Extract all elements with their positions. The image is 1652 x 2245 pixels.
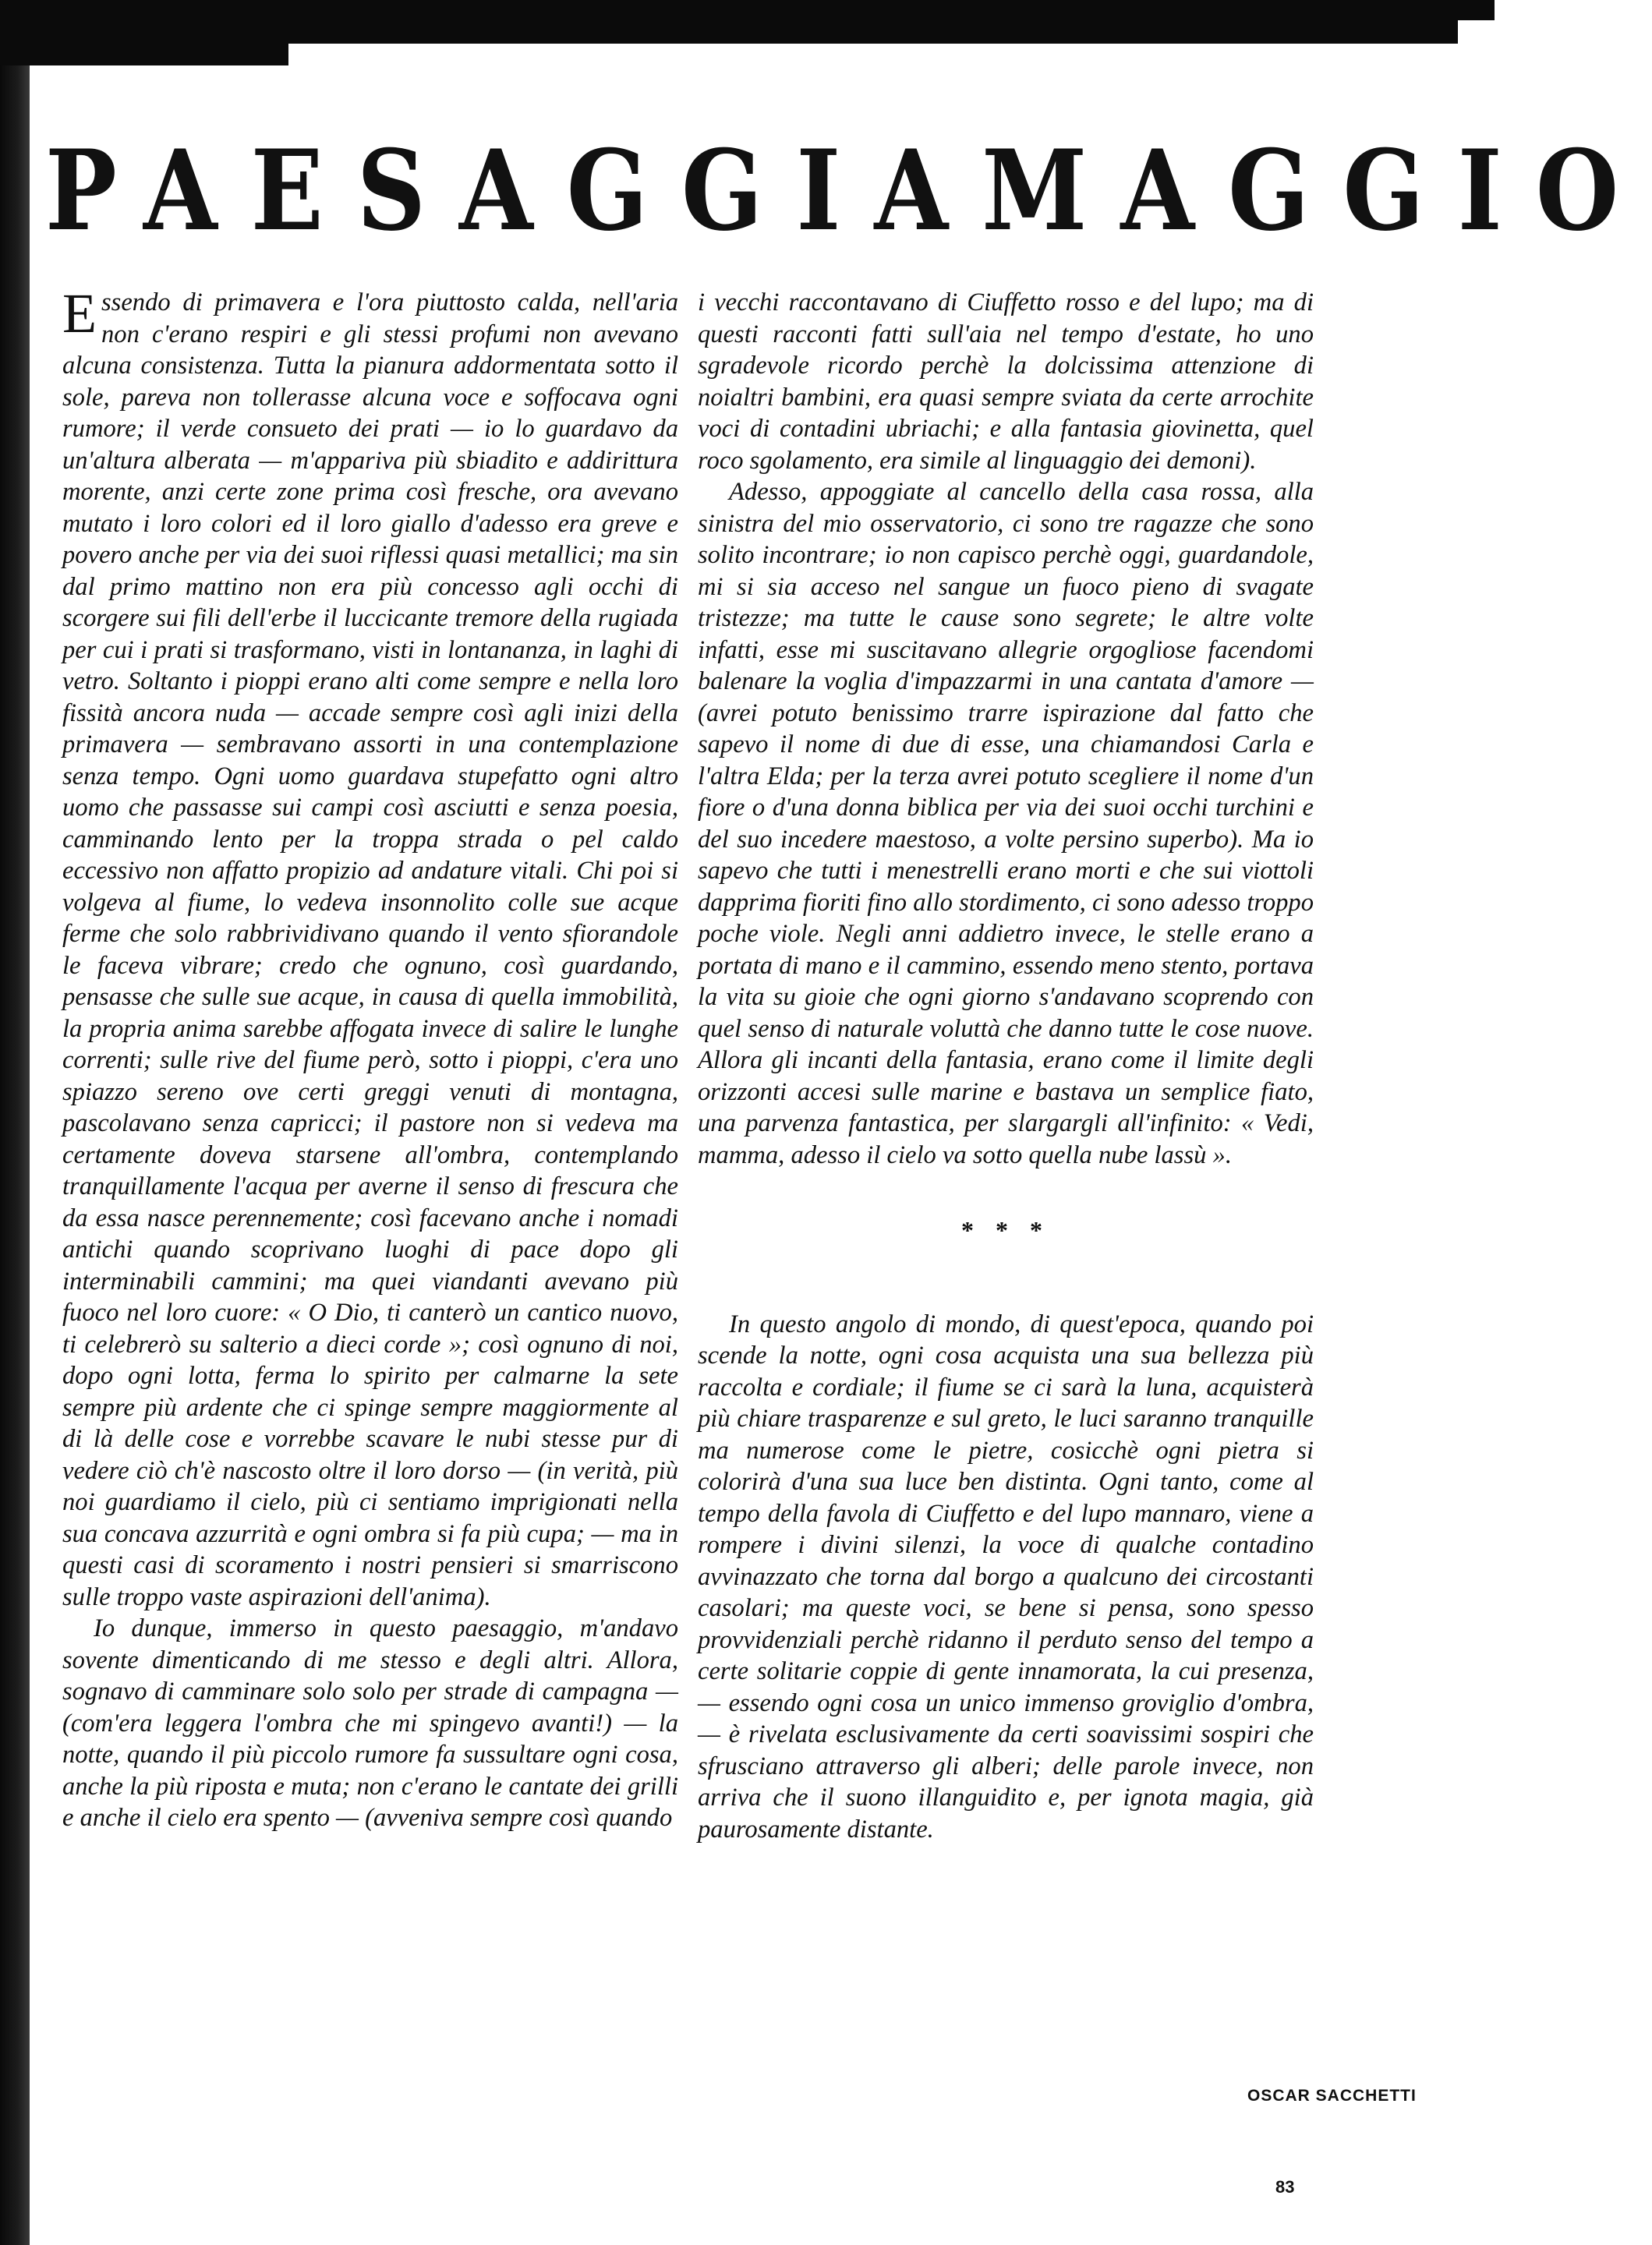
drop-cap: E bbox=[62, 282, 97, 345]
article-column-right bbox=[698, 287, 1314, 1845]
page-title bbox=[45, 126, 1652, 256]
top-corner-block bbox=[0, 20, 288, 65]
author-byline: OSCAR SACCHETTI bbox=[1247, 2087, 1417, 2105]
section-separator: * * * bbox=[961, 1216, 1050, 1244]
top-rule bbox=[0, 0, 1495, 20]
paragraph-text: ssendo di primavera e l'ora piuttosto calda, nell'aria non c'erano respiri e gli stessi profumi non avevano alcuna consistenza. Tutta la pianura addormentata sotto il sole, pareva non tollerasse alcuna voce e soffocava ogni rumore; il verde consueto dei prati — io lo guardavo da un'altura alberata — m'appariva più sbiadito e addirittura morente, anzi certe zone prima così fresche, ora avevano mutato i loro colori ed il loro giallo d'adesso era greve e povero anche per via dei suoi riflessi quasi metallici; ma sin dal primo mattino non era più concesso agli occhi di scorgere sui fili dell'erbe il luccicante tremore della rugiada per cui i prati si trasformano, visti in lontananza, in laghi di vetro. Soltanto i pioppi erano alti come sempre e nella loro fissità ancora nuda — accade sempre così agli inizi della primavera — sembravano assorti in una contemplazione senza tempo. Ogni uomo guardava stupefatto ogni altro uomo che passasse sui campi così asciutti e senza poesia, camminando lento per la troppa strada o pel caldo eccessivo non affatto propizio ad andature vitali. Chi poi si volgeva al fiume, lo vedeva insonnolito colle sue acque ferme che solo rabbrividivano quando il vento sfiorandole le faceva vibrare; credo che ognuno, così guardando, pensasse che sulle sue acque, in causa di quella immobilità, la propria anima sarebbe affogata invece di salire le lunghe correnti; sulle rive del fiume però, sotto i pioppi, c'era uno spiazzo sereno ove certi greggi venuti di montagna, pascolavano senza capricci; il pastore non si vedeva ma certamente doveva starsene all'ombra, contemplando tranquillamente l'acqua per averne il senso di frescura che da essa nasce perennemente; così facevano anche i nomadi antichi quando scoprivano luoghi di pace dopo gli interminabili cammini; ma quei viandanti avevano più fuoco nel loro cuore: « O Dio, ti canterò un cantico nuovo, ti celebrerò su salterio a dieci corde »; così ognuno di noi, dopo ogni lotta, ferma lo spirito per calmarne la sete sempre più ardente che ci spinge sempre maggiormente al di là delle cose e vorrebbe scavare le nubi stesse pur di vedere ciò ch'è nascosto oltre il loro dorso — (in verità, più noi guardiamo il cielo, più ci sentiamo imprigionati nella sua concava azzurrità e ogni ombra si fa più cupa; — ma in questi casi di scoramento i nostri pensieri si smarriscono sulle troppo vaste aspirazioni dell'anima). bbox=[62, 288, 678, 1611]
page-number: 83 bbox=[1275, 2177, 1295, 2197]
article-paragraph: In questo angolo di mondo, di quest'epoca, quando poi scende la notte, ogni cosa acquista una sua bellezza più raccolta e cordiale; il fiume se ci sarà la luna, acquisterà più chiare trasparenze e sul greto, le luci saranno tranquille ma numerose come le pietre, cosicchè ogni pietra si colorirà d'una sua luce ben distinta. Ogni tanto, come al tempo della favola di Ciuffetto e del lupo mannaro, viene a rompere i divini silenzi, la voce di qualche contadino avvinazzato che torna dal borgo a qualcuno dei circostanti casolari; ma queste voci, se bene si pensa, sono spesso provvidenziali perchè ridanno il perduto senso del tempo a certe solitarie coppie di gente innamorata, la cui presenza, — essendo ogni cosa un unico immenso groviglio d'ombra, — è rivelata esclusivamente da certi soavissimi sospiri che sfrusciano attraverso gli alberi; delle parole invece, non arriva che il suono illanguidito e, per ignota magia, già paurosamente distante. bbox=[698, 1310, 1314, 1844]
top-rule-band bbox=[288, 20, 1458, 44]
article-paragraph: Io dunque, immerso in questo paesaggio, m'andavo sovente dimenticando di me stesso e degli altri. Allora, sognavo di camminare solo solo per strade di campagna — (com'era leggera l'ombra che mi spingevo avanti!) — la notte, quando il più piccolo rumore fa sussultare ogni cosa, anche la più riposta e muta; non c'erano le cantate dei grilli e anche il cielo era spento — (avveniva sempre così quando bbox=[62, 1614, 678, 1832]
article-paragraph bbox=[62, 282, 678, 1613]
title-word-maggio: MAGGIO bbox=[982, 126, 1652, 256]
article-paragraph: Adesso, appoggiate al cancello della casa rossa, alla sinistra del mio osservatorio, ci sono tre ragazze che sono solito incontrare; io non capisco perchè oggi, guardandole, mi si sia acceso nel sangue un fuoco pieno di svagate tristezze; ma tutte le cause sono segrete; le altre volte infatti, esse mi suscitavano allegrie orgogliose facendomi balenare la voglia d'impazzarmi in una cantata d'amore — (avrei potuto benissimo trarre ispirazione dal fatto che sapevo il nome di due di esse, una chiamandosi Carla e l'altra Elda; per la terza avrei potuto scegliere il nome d'un fiore o d'una donna biblica per via dei suoi occhi turchini e del suo incedere maestoso, a volte persino superbo). Ma io sapevo che tutti i menestrelli erano morti e che sui viottoli dapprima fioriti fino allo stordimento, ci sono adesso troppo poche viole. Negli anni addietro invece, le stelle erano a portata di mano e il cammino, essendo meno stento, portava la vita su gioie che ogni giorno s'andavano scoprendo con quel senso di naturale voluttà che danno tutte le cose nuove. Allora gli incanti della fantasia, erano come il limite degli orizzonti accesi sulle marine e bastava un semplice fiato, una parvenza fantastica, per slargargli all'infinito: « Vedi, mamma, adesso il cielo va sotto quella nube lassù ». bbox=[698, 478, 1314, 1169]
article-column-left bbox=[62, 282, 678, 1834]
title-word-a: A bbox=[874, 126, 982, 256]
title-word-paesaggi: PAESAGGI bbox=[45, 126, 875, 256]
article-paragraph: i vecchi raccontavano di Ciuffetto rosso e del lupo; ma di questi racconti fatti sull'aia nel tempo d'estate, ho uno sgradevole ricordo perchè la dolcissima attenzione di noialtri bambini, era quasi sempre sviata da certe arrochite voci di contadini ubriachi; e alla fantasia giovinetta, quel roco sgolamento, era simile al linguaggio dei demoni). bbox=[698, 288, 1314, 475]
page-edge-shadow bbox=[0, 65, 30, 2245]
